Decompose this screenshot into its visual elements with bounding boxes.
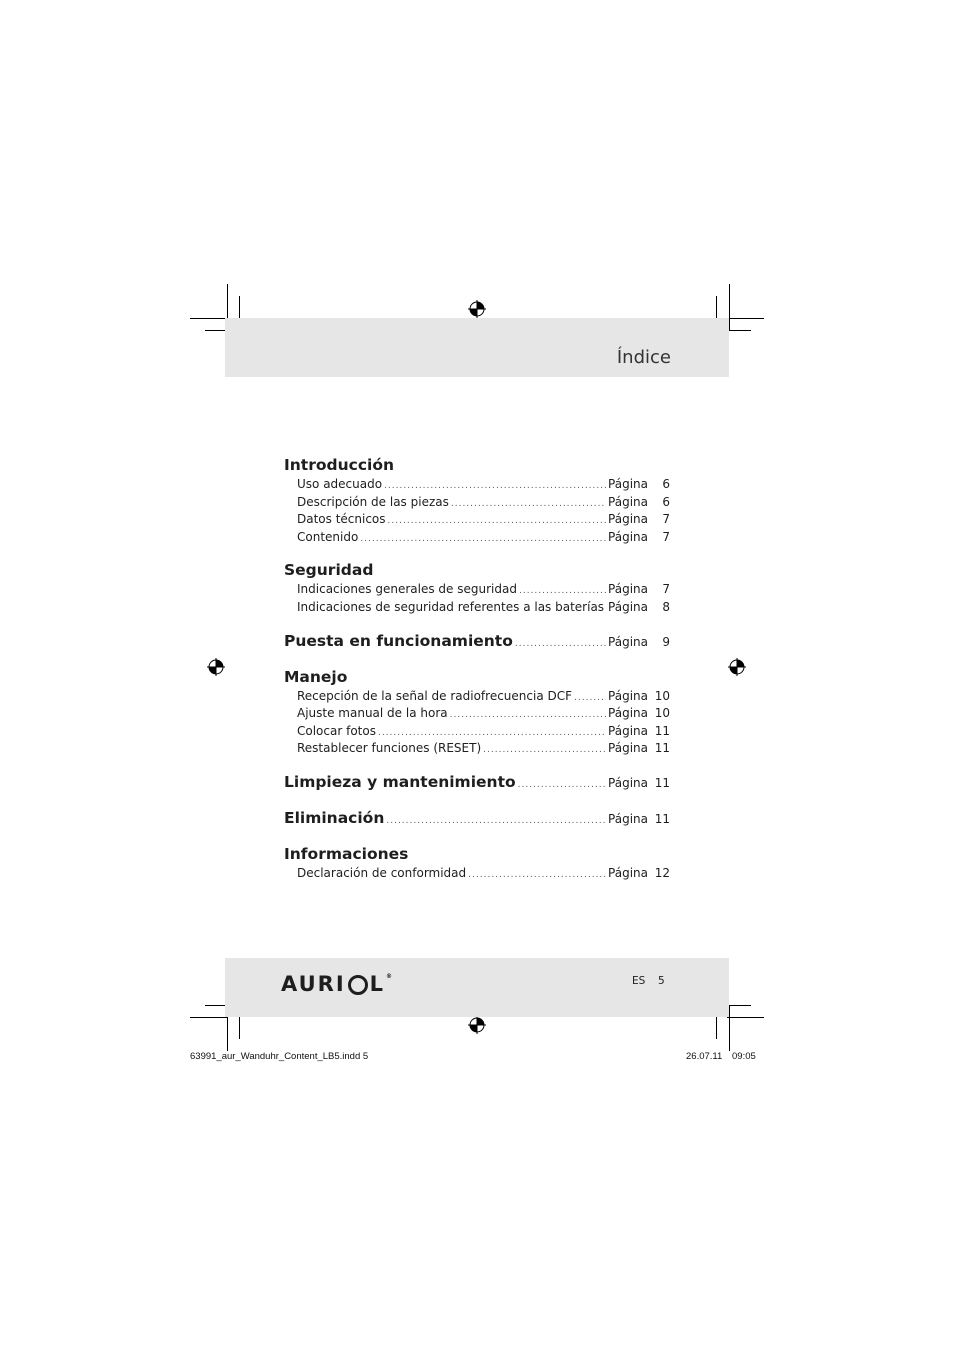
toc-entry-label: Indicaciones generales de seguridad — [297, 582, 517, 597]
crop-mark — [727, 1005, 751, 1006]
toc-entry[interactable] — [284, 705, 670, 723]
leader-dots — [483, 742, 606, 760]
leader-dots — [450, 707, 606, 725]
page-number: 10 — [654, 688, 670, 703]
page-number: 9 — [662, 634, 670, 649]
toc-section — [284, 560, 670, 616]
footer-band — [225, 958, 729, 1017]
page-word: Página — [608, 741, 648, 756]
page-number: 10 — [654, 706, 670, 721]
page-number: 6 — [662, 477, 670, 491]
slug-date: 26.07.11 — [686, 1051, 723, 1062]
crop-mark — [727, 330, 751, 331]
page-word: Página — [608, 494, 648, 509]
toc-section-title[interactable]: Introducción — [284, 456, 395, 474]
page-word: Página — [608, 529, 648, 544]
toc-entry-label: Declaración de conformidad — [297, 865, 467, 880]
crop-mark — [727, 318, 764, 319]
crop-mark — [190, 318, 228, 319]
page-number: 7 — [662, 582, 670, 597]
page-word: Página — [608, 477, 648, 491]
page-number: 8 — [662, 599, 671, 614]
page-word: Página — [608, 634, 648, 649]
leader-dots — [518, 777, 606, 795]
leader-dots — [451, 496, 606, 514]
toc-section-title[interactable]: Manejo — [284, 667, 348, 686]
toc-section-title: Limpieza y mantenimiento — [284, 772, 516, 791]
page-number: 11 — [654, 775, 670, 790]
toc-entry-label: Recepción de la señal de radiofrecuencia DCF — [297, 688, 573, 703]
toc-entry-label: Contenido — [297, 529, 359, 544]
page-number: 7 — [662, 512, 670, 527]
toc-entry[interactable] — [284, 740, 670, 758]
toc-entry-label: Colocar fotos — [297, 723, 376, 738]
registered-mark: ® — [386, 972, 395, 980]
toc-section-entry[interactable] — [284, 808, 670, 830]
table-of-contents — [284, 455, 670, 897]
leader-dots — [386, 813, 606, 831]
toc-entry[interactable] — [284, 581, 670, 599]
page-number: 11 — [654, 723, 670, 738]
leader-dots — [515, 636, 606, 654]
crop-mark — [729, 1005, 730, 1051]
page-word: Página — [608, 688, 648, 703]
toc-section-entry[interactable] — [284, 631, 670, 653]
page-number: 12 — [654, 865, 670, 880]
crop-mark — [729, 284, 730, 330]
page-number: 11 — [654, 811, 670, 826]
page-word: Página — [608, 599, 649, 614]
crop-mark — [190, 1017, 228, 1018]
page-word: Página — [608, 865, 648, 880]
brand-text-left: AURI — [281, 972, 346, 996]
toc-entry-label: Descripción de las piezas — [297, 494, 449, 509]
toc-section — [284, 667, 670, 758]
toc-section-title[interactable]: Seguridad — [284, 561, 374, 580]
leader-dots — [574, 690, 606, 708]
registration-mark-icon — [468, 300, 486, 318]
registration-mark-icon — [728, 658, 746, 676]
page-word: Página — [608, 706, 648, 721]
toc-entry-label: Indicaciones de seguridad referentes a las baterías — [297, 599, 605, 614]
toc-section-title: Eliminación — [284, 808, 385, 827]
page-number: 7 — [662, 529, 670, 544]
registration-mark-icon — [468, 1016, 486, 1034]
page-word: Página — [608, 512, 648, 527]
toc-entry[interactable] — [284, 688, 670, 706]
slug-time: 09:05 — [732, 1051, 756, 1062]
leader-dots — [360, 531, 606, 549]
leader-dots — [468, 867, 606, 885]
toc-entry[interactable] — [284, 529, 670, 547]
page-number: 6 — [662, 494, 670, 509]
crop-mark — [727, 1017, 764, 1018]
page-word: Página — [608, 723, 648, 738]
footer-page-number: 5 — [658, 975, 665, 987]
toc-entry-label: Datos técnicos — [297, 512, 386, 527]
toc-entry[interactable] — [284, 723, 670, 741]
brand-text-right: L — [369, 972, 386, 996]
leader-dots — [388, 513, 607, 531]
page-number: 11 — [654, 741, 670, 756]
toc-entry-label: Ajuste manual de la hora — [297, 706, 448, 721]
toc-entry-label: Restablecer funciones (RESET) — [297, 741, 482, 756]
toc-entry[interactable] — [284, 494, 670, 512]
slug-filename: 63991_aur_Wanduhr_Content_LB5.indd 5 — [190, 1051, 369, 1062]
header-band — [225, 318, 729, 377]
toc-section-entry[interactable] — [284, 772, 670, 794]
toc-section — [284, 455, 670, 546]
registration-mark-icon — [207, 658, 225, 676]
toc-entry[interactable] — [284, 511, 670, 529]
page-word: Página — [608, 811, 648, 826]
brand-o-ring-icon — [348, 975, 368, 995]
toc-entry-label: Uso adecuado — [297, 477, 383, 491]
page-word: Página — [608, 582, 648, 597]
toc-section-title[interactable]: Informaciones — [284, 844, 409, 863]
toc-section — [284, 844, 670, 883]
toc-entry[interactable] — [284, 599, 670, 617]
page-title: Índice — [616, 347, 671, 368]
toc-entry[interactable] — [284, 865, 670, 883]
brand-logo — [281, 972, 394, 996]
page-word: Página — [608, 775, 648, 790]
toc-section-title: Puesta en funcionamiento — [284, 631, 513, 650]
toc-entry[interactable] — [284, 476, 670, 494]
language-code: ES — [632, 975, 646, 987]
